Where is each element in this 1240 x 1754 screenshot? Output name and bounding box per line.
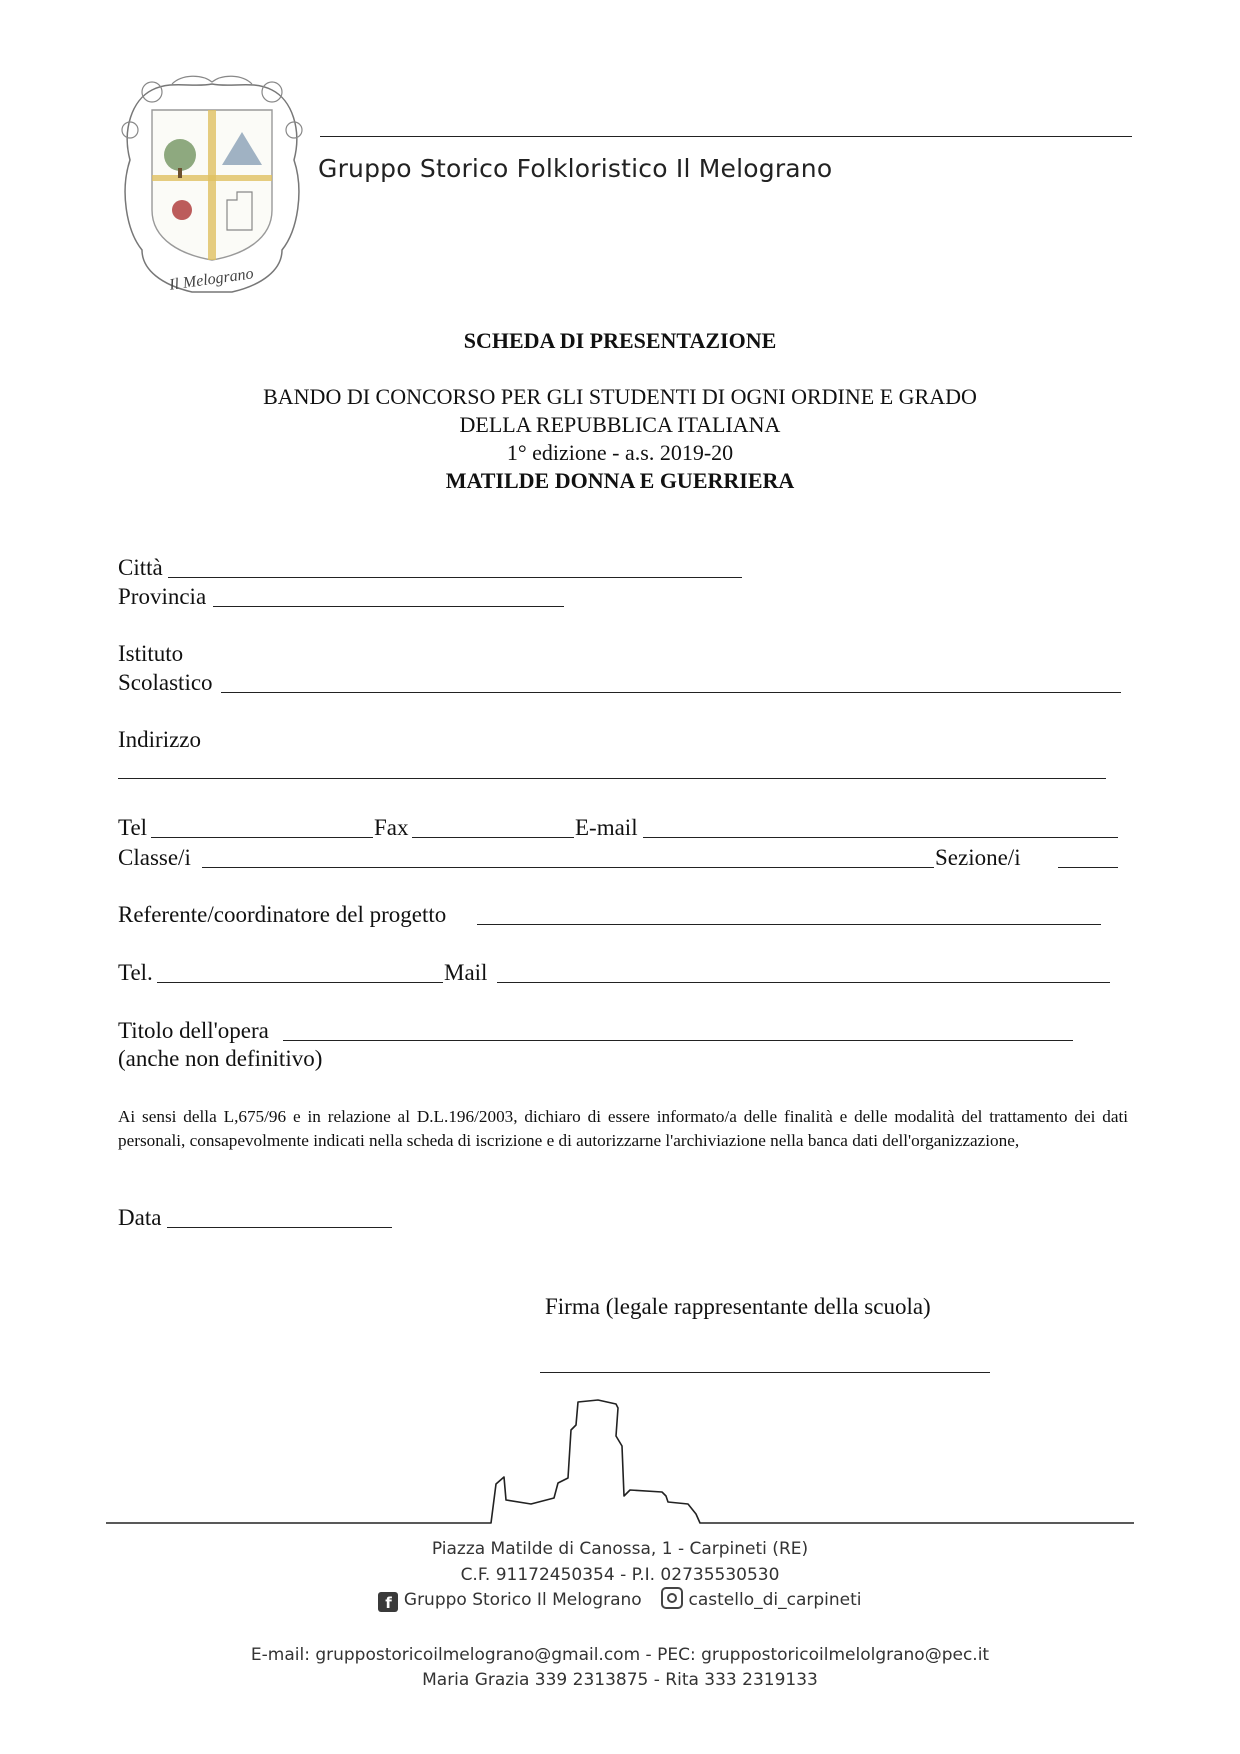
footer-phones: Maria Grazia 339 2313875 - Rita 333 2319133	[422, 1670, 818, 1690]
provincia-label: Provincia	[118, 584, 207, 609]
tel2-label: Tel.	[118, 960, 153, 985]
footer-social	[0, 1587, 1240, 1612]
classe-label: Classe/i	[118, 845, 191, 870]
title-line-1: BANDO DI CONCORSO PER GLI STUDENTI DI OGNI ORDINE E GRADO	[263, 384, 977, 409]
tel-line[interactable]	[151, 837, 373, 838]
sezione-line[interactable]	[1058, 867, 1118, 868]
provincia-line[interactable]	[213, 606, 564, 607]
scolastico-label: Scolastico	[118, 670, 213, 695]
signature-label: Firma (legale rappresentante della scuola)	[545, 1294, 931, 1319]
titolo-note: (anche non definitivo)	[118, 1046, 323, 1071]
melograno-logo	[112, 70, 312, 310]
email-label: E-mail	[575, 815, 638, 840]
title-line-4: MATILDE DONNA E GUERRIERA	[445, 468, 795, 493]
mail-label: Mail	[444, 960, 488, 985]
data-label: Data	[118, 1205, 162, 1230]
footer-fiscal: C.F. 91172450354 - P.I. 02735530530	[460, 1565, 780, 1585]
instagram-icon	[661, 1587, 683, 1609]
title-line-2: DELLA REPUBBLICA ITALIANA	[459, 412, 781, 437]
email-line[interactable]	[643, 837, 1118, 838]
scolastico-line[interactable]	[221, 692, 1121, 693]
indirizzo-line[interactable]	[118, 778, 1106, 779]
citta-field[interactable]	[118, 555, 163, 581]
organization-name: Gruppo Storico Folkloristico Il Melograno	[318, 154, 833, 183]
tel2-line[interactable]	[157, 982, 443, 983]
form-heading: SCHEDA DI PRESENTAZIONE	[463, 328, 777, 353]
instagram-link[interactable]: castello_di_carpineti	[688, 1590, 862, 1610]
mail-line[interactable]	[497, 982, 1110, 983]
titolo-label: Titolo dell'opera	[118, 1018, 269, 1043]
sezione-label: Sezione/i	[935, 845, 1021, 870]
signature-line[interactable]	[540, 1372, 990, 1373]
fax-label: Fax	[374, 815, 409, 840]
title-line-3: 1° edizione - a.s. 2019-20	[506, 440, 734, 465]
referente-label: Referente/coordinatore del progetto	[118, 902, 447, 927]
footer-email: E-mail: gruppostoricoilmelograno@gmail.com - PEC: gruppostoricoilmelolgrano@pec.it	[250, 1645, 990, 1665]
citta-label: Città	[118, 555, 163, 580]
fax-line[interactable]	[412, 837, 574, 838]
classe-line[interactable]	[202, 867, 934, 868]
titolo-line[interactable]	[283, 1040, 1073, 1041]
tel-label: Tel	[118, 815, 148, 840]
footer-address: Piazza Matilde di Canossa, 1 - Carpineti (RE)	[431, 1539, 809, 1559]
istituto-label: Istituto	[118, 641, 184, 666]
citta-line[interactable]	[168, 577, 742, 578]
facebook-icon: f	[378, 1592, 398, 1612]
indirizzo-label: Indirizzo	[118, 727, 202, 752]
data-line[interactable]	[167, 1227, 392, 1228]
provincia-field[interactable]	[118, 584, 206, 610]
castle-outline-icon	[106, 1392, 1136, 1528]
facebook-link[interactable]: Gruppo Storico Il Melograno	[403, 1590, 642, 1610]
svg-text:Il Melograno: Il Melograno	[168, 265, 255, 294]
privacy-statement: Ai sensi della L,675/96 e in relazione al D.L.196/2003, dichiaro di essere informato/a delle finalità e delle modalità del trattamento dei dati personali, consapevolmente indicati nella scheda di iscrizione e di autorizzarne l'archiviazione nella banca dati dell'organizzazione,	[118, 1107, 1128, 1150]
header-rule	[320, 136, 1132, 137]
scolastico-field[interactable]	[118, 670, 213, 696]
referente-line[interactable]	[477, 924, 1101, 925]
